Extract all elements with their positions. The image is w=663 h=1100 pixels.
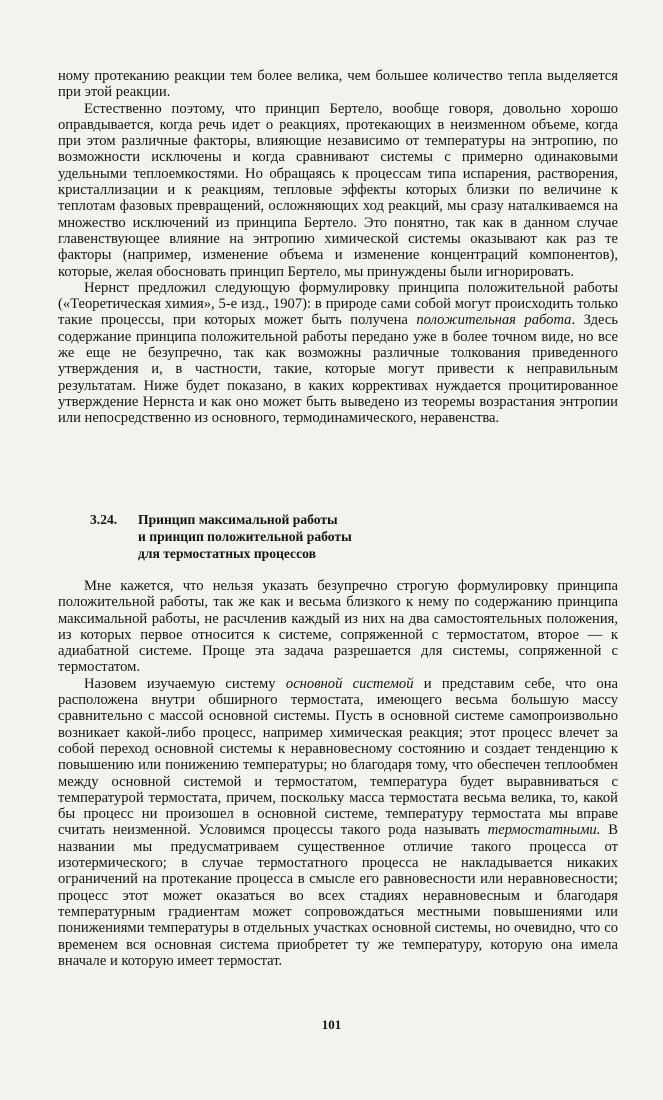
section-title-line-3: для термостатных процессов xyxy=(138,546,316,561)
text-block-bottom xyxy=(58,578,618,969)
paragraph-nernst xyxy=(58,280,618,427)
paragraph-continued: ному протеканию реакции тем более велика, чем большее количество тепла выделяется при этой реакции. xyxy=(58,68,618,101)
nernst-emphasis: положительная работа xyxy=(416,312,572,329)
page-number: 101 xyxy=(321,1017,342,1032)
section-title-line-2: и принцип положительной работы xyxy=(138,529,352,544)
thermostat-text-b: и представим себе, что она расположена внутри обширного термостата, имеющего весьма большую массу сравнительно с массой основной системы. Пусть в основной системе самопроизвольно возникает какой-либо процесс, например химическая реакция; этот процесс влечет за собой переход основной системы к неравновесному состоянию и создает тенденцию к повышению или понижению температуры; но благодаря тому, что обеспечен теплообмен между основной системой и термостатом, температура будет выравниваться с температурой термостата, причем, поскольку масса термостата весьма велика, то, какой бы процесс ни произошел в основной системе, температуру термостата мы вправе считать неизменной. Условимся процессы такого рода называть xyxy=(58,675,619,839)
paragraph-berthelot: Естественно поэтому, что принцип Бертело, вообще говоря, довольно хорошо оправдывается, когда речь идет о реакциях, протекающих в неизменном объеме, когда при этом различные факторы, влияющие независимо от температуры на энтропию, по возможности исключены и когда сравнивают системы с примерно одинаковыми удельными теплоемкостями. Но обращаясь к процессам типа испарения, растворения, кристаллизации и к реакциям, тепловые эффекты которых близки по величине к теплотам фазовых превращений, осложняющих ход реакций, мы сразу наталкиваемся на множество исключений из принципа Бертело. Это понятно, так как в данном случае главенствующее влияние на энтропию химической системы оказывают как раз те факторы (например, изменение объема и изменение концентраций компонентов), которые, желая обосновать принцип Бертело, мы принуждены были игнорировать. xyxy=(58,100,618,280)
thermostat-emphasis-2: термостатными. xyxy=(487,822,601,839)
thermostat-text-a: Назовем изучаемую систему xyxy=(84,675,286,692)
text-block-top xyxy=(58,68,618,427)
thermostat-emphasis-1: основной системой xyxy=(285,675,414,692)
paragraph-formulation: Мне кажется, что нельзя указать безупречно строгую формулировку принципа положительной работы, так же как и весьма близкого к нему по содержанию принципа максимальной работы, не расчленив каждый из них на два самостоятельных положения, из которых первое относится к системе, сопряженной с термостатом, второе — к адиабатной системе. Проще эта задача разрешается для системы, сопряженной с термостатом. xyxy=(58,578,618,676)
nernst-text-b: . Здесь содержание принципа положительной работы передано уже в более точном виде, но все же еще не безупречно, так как возможны различные толкования приведенного утверждения и, в частности, такие, которые могут привести к неправильным результатам. Ниже будет показано, в каких коррективах нуждается процитированное утверждение Нернста и как оно может быть выведено из теоремы возрастания энтропии или непосредственно из основного, термодинамического, неравенства. xyxy=(58,312,618,427)
thermostat-text-c: В названии мы предусматриваем существенное отличие такого процесса от изотермического; в случае термостатного процесса не накладывается никаких ограничений на протекание процесса в смысле его равновесности или неравновесности; процесс этот может оказаться во всех стадиях неравновесным и благодаря температурным градиентам может сопровождаться местными повышениями или понижениями температуры в отдельных участках основной системы, но очевидно, что со временем вся основная система приобретет ту же температуру, которую она имела вначале и которую имеет термостат. xyxy=(58,822,618,969)
section-title-line-1: Принцип максимальной работы xyxy=(138,512,338,527)
section-heading xyxy=(90,511,352,562)
nernst-text-a: Нернст предложил следующую формулировку принципа положительной работы («Теоретическая химия», 5-е изд., 1907): в природе сами собой могут происходить только такие процессы, при которых может быть получена xyxy=(58,279,618,329)
paragraph-thermostat xyxy=(58,676,618,969)
section-number: 3.24. xyxy=(90,512,118,527)
